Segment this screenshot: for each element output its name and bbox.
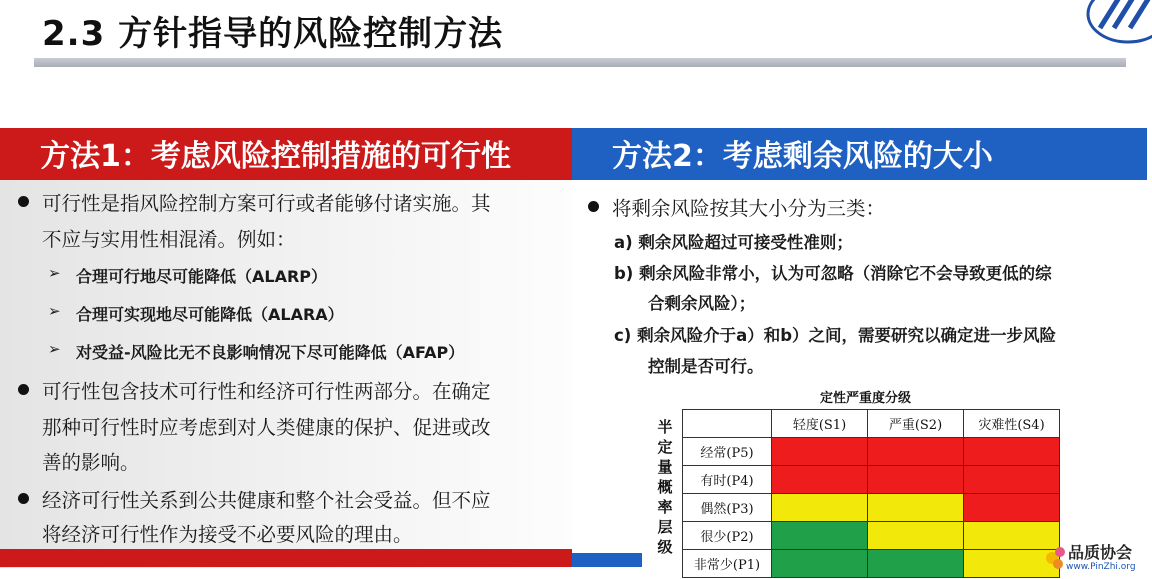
side-char: 定 bbox=[657, 438, 673, 456]
arrow-icon: ➢ bbox=[48, 264, 61, 282]
method2-item-c-line1: c) 剩余风险介于a）和b）之间，需要研究以确定进一步风险 bbox=[614, 326, 1057, 345]
method2-item-b-line2: 合剩余风险）； bbox=[648, 294, 756, 313]
matrix-row bbox=[683, 522, 1060, 550]
footer-bar-red bbox=[0, 549, 572, 567]
method1-p3-line2: 将经济可行性作为接受不必要风险的理由。 bbox=[42, 523, 413, 546]
side-char: 层 bbox=[657, 518, 673, 536]
matrix-row-header: 有时(P4) bbox=[683, 466, 772, 494]
method1-p2-line3: 善的影响。 bbox=[42, 451, 140, 474]
matrix-cell bbox=[868, 438, 964, 466]
arrow-icon: ➢ bbox=[48, 302, 61, 320]
matrix-cell bbox=[868, 550, 964, 578]
matrix-cell bbox=[868, 466, 964, 494]
matrix-row-header: 偶然(P3) bbox=[683, 494, 772, 522]
method2-item-c-line2: 控制是否可行。 bbox=[648, 357, 764, 376]
method1-sub2: 合理可实现地尽可能降低（ALARA） bbox=[76, 305, 344, 324]
matrix-row-header: 很少(P2) bbox=[683, 522, 772, 550]
matrix-cell bbox=[868, 494, 964, 522]
risk-matrix bbox=[682, 409, 1060, 578]
slide-title: 2.3 方针指导的风险控制方法 bbox=[42, 14, 504, 54]
method1-p1-line1: 可行性是指风险控制方案可行或者能够付诸实施。其 bbox=[42, 192, 491, 215]
bullet-dot bbox=[18, 384, 29, 395]
matrix-row-header: 非常少(P1) bbox=[683, 550, 772, 578]
matrix-cell bbox=[964, 494, 1060, 522]
matrix-col-header: 严重(S2) bbox=[868, 410, 964, 438]
arrow-icon: ➢ bbox=[48, 340, 61, 358]
matrix-cell bbox=[868, 522, 964, 550]
bullet-dot bbox=[18, 196, 29, 207]
matrix-cell bbox=[964, 438, 1060, 466]
matrix-col-header: 灾难性(S4) bbox=[964, 410, 1060, 438]
matrix-caption: 定性严重度分级 bbox=[820, 391, 912, 406]
matrix-side-label bbox=[654, 417, 676, 557]
method2-intro: 将剩余风险按其大小分为三类： bbox=[612, 197, 886, 220]
method1-p3-line1: 经济可行性关系到公共健康和整个社会受益。但不应 bbox=[42, 489, 491, 512]
matrix-row bbox=[683, 494, 1060, 522]
matrix-row-header: 经常(P5) bbox=[683, 438, 772, 466]
watermark-name: 品质协会 bbox=[1068, 543, 1133, 562]
matrix-row bbox=[683, 466, 1060, 494]
method1-sub3: 对受益-风险比无不良影响情况下尽可能降低（AFAP） bbox=[76, 343, 465, 362]
side-char: 率 bbox=[657, 498, 673, 516]
side-char: 级 bbox=[657, 538, 673, 556]
method1-header: 方法1：考虑风险控制措施的可行性 bbox=[40, 139, 511, 174]
matrix-row bbox=[683, 550, 1060, 578]
method1-sub1: 合理可行地尽可能降低（ALARP） bbox=[76, 267, 328, 286]
logo-icon bbox=[1080, 0, 1152, 44]
matrix-cell bbox=[772, 438, 868, 466]
method2-item-a: a) 剩余风险超过可接受性准则； bbox=[614, 233, 853, 252]
method2-header: 方法2：考虑剩余风险的大小 bbox=[612, 139, 993, 174]
bullet-dot bbox=[18, 493, 29, 504]
matrix-header-row bbox=[683, 410, 1060, 438]
matrix-cell bbox=[772, 550, 868, 578]
footer-bar-blue bbox=[572, 553, 642, 567]
side-char: 概 bbox=[657, 478, 673, 496]
matrix-cell bbox=[772, 466, 868, 494]
watermark-url: www.PinZhi.org bbox=[1066, 562, 1136, 572]
bullet-dot bbox=[588, 201, 599, 212]
matrix-row bbox=[683, 438, 1060, 466]
matrix-corner bbox=[683, 410, 772, 438]
matrix-cell bbox=[772, 494, 868, 522]
method1-p2-line1: 可行性包含技术可行性和经济可行性两部分。在确定 bbox=[42, 380, 491, 403]
method2-item-b-line1: b) 剩余风险非常小，认为可忽略（消除它不会导致更低的综 bbox=[614, 264, 1052, 283]
title-divider bbox=[34, 58, 1126, 67]
method1-p1-line2: 不应与实用性相混淆。例如： bbox=[42, 228, 296, 251]
matrix-cell bbox=[772, 522, 868, 550]
method1-p2-line2: 那种可行性时应考虑到对人类健康的保护、促进或改 bbox=[42, 416, 491, 439]
matrix-cell bbox=[964, 466, 1060, 494]
matrix-col-header: 轻度(S1) bbox=[772, 410, 868, 438]
side-char: 量 bbox=[657, 458, 673, 476]
side-char: 半 bbox=[657, 418, 673, 436]
